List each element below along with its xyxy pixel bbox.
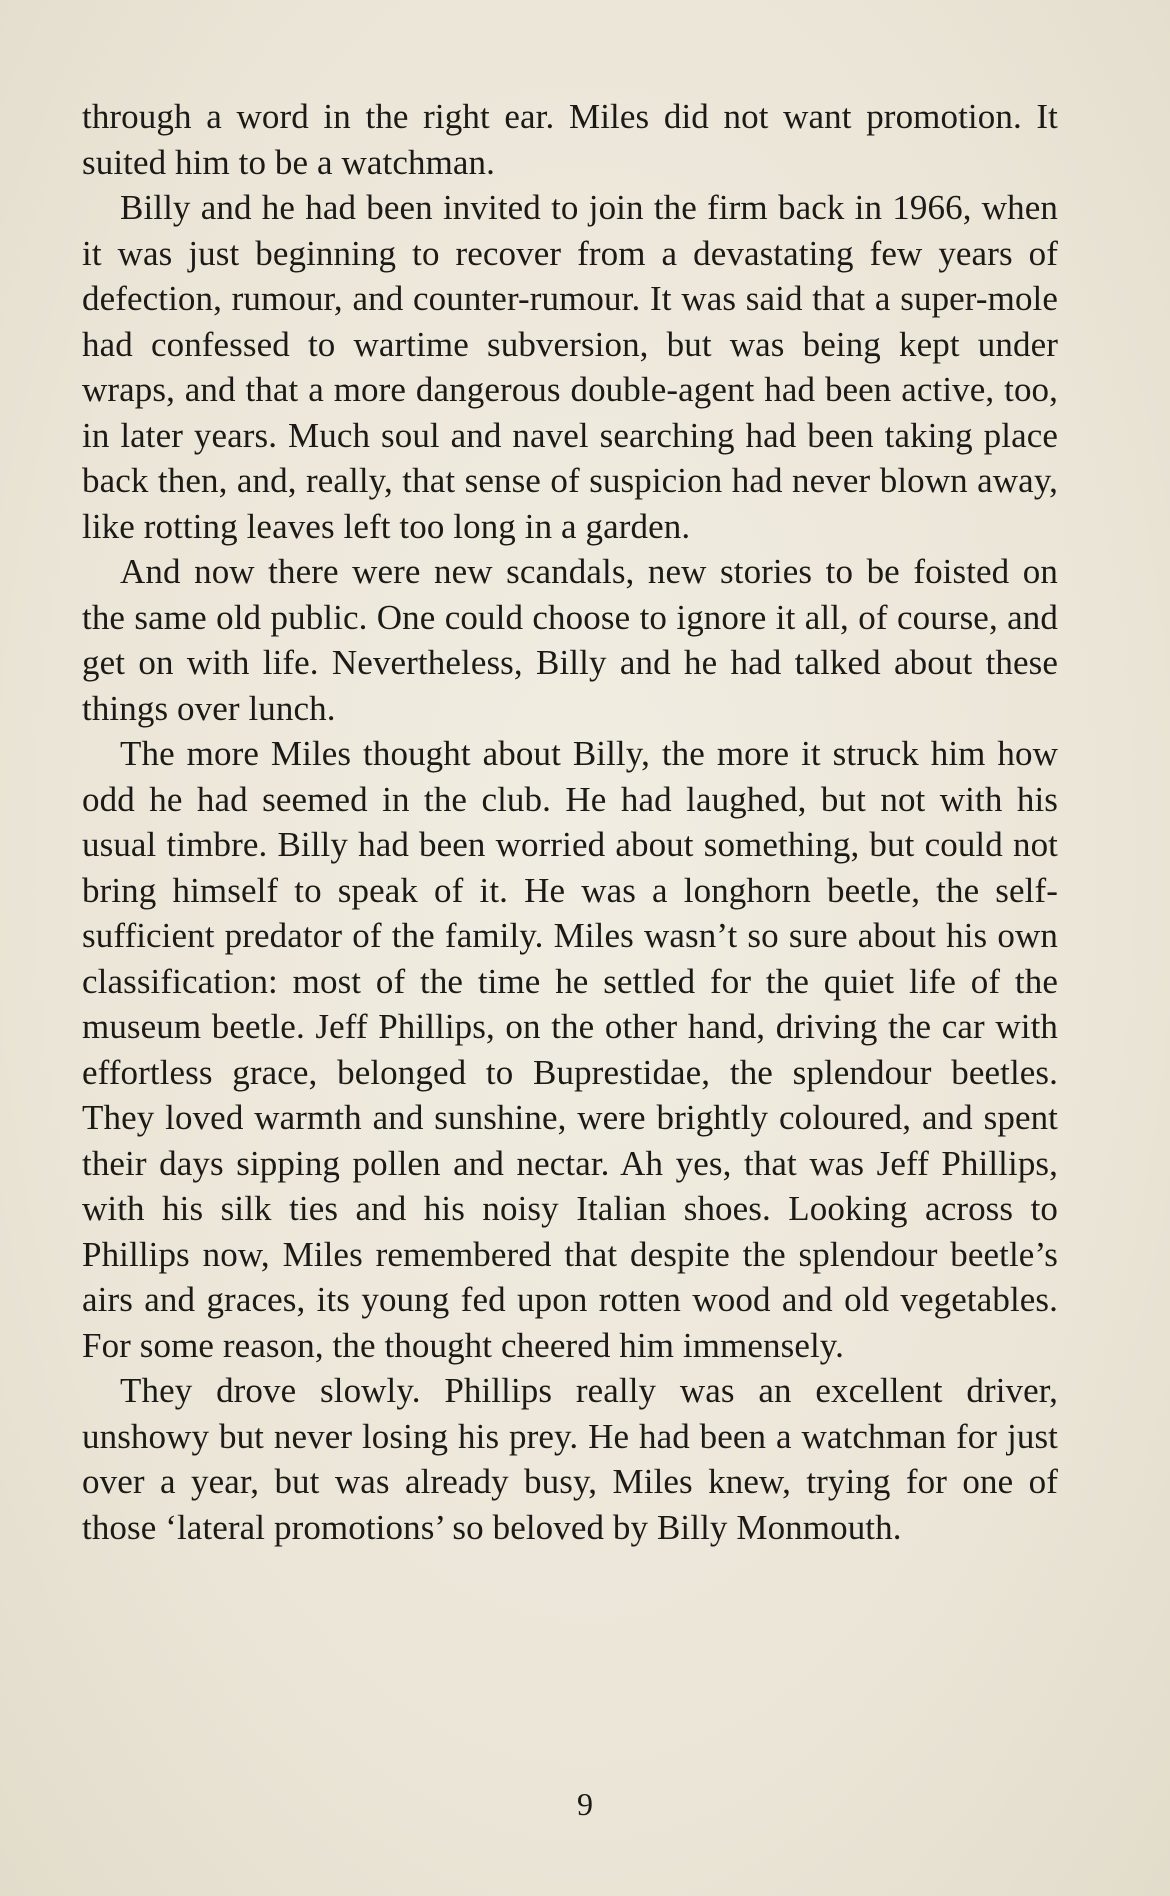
paragraph-beetles: The more Miles thought about Billy, the more it struck him how odd he had seemed in the club. He had laughed, but not with his usual timbre. Billy had been worried about something, but could not bring himself to speak of it. He was a longhorn beetle, the self-sufficient predator of the family. Miles wasn’t so sure about his own classification: most of the time he settled for the quiet life of the museum beetle. Jeff Phillips, on the other hand, driving the car with effortless grace, belonged to Buprestidae, the splendour beetles. They loved warmth and sunshine, were brightly coloured, and spent their days sipping pollen and nectar. Ah yes, that was Jeff Phillips, with his silk ties and his noisy Italian shoes. Looking across to Phillips now, Miles remembered that despite the splendour beetle’s airs and graces, its young fed upon rotten wood and old vegetables. For some reason, the thought cheered him immensely. bbox=[82, 734, 1058, 1365]
paragraph-driving: They drove slowly. Phillips really was an excellent driver, unshowy but never losing his prey. He had been a watchman for just over a year, but was already busy, Miles knew, trying for one of those ‘lateral promotions’ so beloved by Billy Monmouth. bbox=[82, 1371, 1058, 1547]
body-text bbox=[82, 94, 1058, 1550]
page-number: 9 bbox=[577, 1786, 593, 1822]
paragraph-new-scandals: And now there were new scandals, new stories to be foisted on the same old public. One could choose to ignore it all, of course, and get on with life. Nevertheless, Billy and he had talked about these things over lunch. bbox=[82, 552, 1058, 728]
paragraph-continuation: through a word in the right ear. Miles did not want promotion. It suited him to be a watchman. bbox=[82, 97, 1058, 182]
paragraph-firm-history: Billy and he had been invited to join the firm back in 1966, when it was just beginning to recover from a devastating few years of defection, rumour, and counter-rumour. It was said that a super-mole had confessed to wartime subversion, but was being kept under wraps, and that a more dangerous double-agent had been active, too, in later years. Much soul and navel searching had been taking place back then, and, really, that sense of suspicion had never blown away, like rotting leaves left too long in a garden. bbox=[82, 188, 1058, 546]
